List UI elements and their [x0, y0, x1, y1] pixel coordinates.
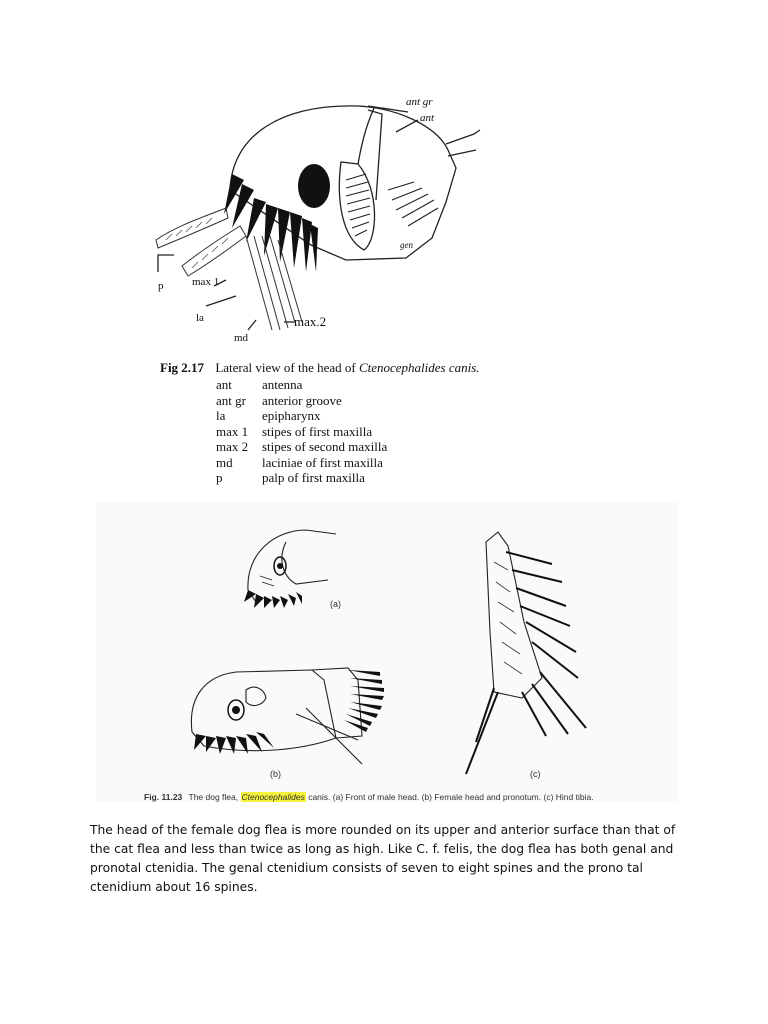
- label-la: la: [196, 312, 204, 324]
- legend-meaning: antenna: [262, 377, 303, 392]
- legend-row: [216, 377, 387, 393]
- legend-abbr: ant gr: [216, 392, 246, 408]
- panel-b-female-head-pronotum: [191, 668, 384, 764]
- dog-flea-panels-drawing: [96, 502, 678, 802]
- legend-row: [216, 439, 387, 455]
- legend-abbr: md: [216, 454, 233, 470]
- label-ant: ant: [420, 112, 435, 124]
- legend-abbr: p: [216, 470, 223, 485]
- figure1-caption-text: Lateral view of the head of: [215, 360, 356, 375]
- body-paragraph: The head of the female dog flea is more rounded on its upper and anterior surface than that of the cat flea and less than twice as long as high. Like C. f. felis, the dog flea has both genal and pronotal ctenidia. The genal ctenidium consists of seven to eight spines and the prono tal ctenidium about 16 spines.: [90, 823, 676, 894]
- label-max2: max.2: [294, 314, 327, 329]
- legend-abbr: ant: [216, 377, 232, 392]
- figure2-caption: [144, 792, 594, 802]
- legend-meaning: epipharynx: [262, 408, 321, 423]
- legend-meaning: anterior groove: [262, 392, 342, 408]
- flea-head-drawing: [96, 90, 516, 352]
- dog-flea-panels-figure: [96, 502, 678, 802]
- panel-a-label: (a): [330, 599, 341, 609]
- legend-abbr: la: [216, 408, 226, 423]
- legend-row: [216, 470, 387, 486]
- legend-meaning: palp of first maxilla: [262, 470, 365, 485]
- panel-c-label: (c): [530, 769, 541, 779]
- legend-row: [216, 455, 387, 471]
- label-gen: gen: [400, 240, 413, 250]
- panel-a-male-head: [244, 530, 336, 608]
- eye-shape: [298, 164, 330, 208]
- legend-row: [216, 424, 387, 440]
- panel-b-label: (b): [270, 769, 281, 779]
- figure2-caption-after: canis. (a) Front of male head. (b) Female head and pronotum. (c) Hind tibia.: [308, 792, 594, 802]
- figure1-number: Fig 2.17: [160, 360, 205, 375]
- label-p: p: [158, 280, 164, 292]
- label-md: md: [234, 332, 249, 344]
- flea-head-lateral-figure: [96, 90, 516, 352]
- label-ant-gr: ant gr: [406, 96, 433, 108]
- figure2-number: Fig. 11.23: [144, 792, 183, 802]
- legend-row: [216, 408, 387, 424]
- figure2-caption-before: The dog flea,: [188, 792, 239, 802]
- legend-meaning: stipes of first maxilla: [262, 423, 373, 439]
- figure1-species: Ctenocephalides canis.: [358, 360, 480, 375]
- legend-abbr: max 1: [216, 423, 249, 439]
- figure2-species-highlight: Ctenocephalides: [241, 792, 305, 802]
- legend-meaning: stipes of second maxilla: [262, 439, 388, 454]
- legend-row: [216, 393, 387, 409]
- figure1-legend: [216, 377, 387, 486]
- figure1-caption: [160, 360, 480, 376]
- legend-abbr: max 2: [216, 439, 249, 454]
- label-max1: max 1: [192, 276, 220, 288]
- panel-c-hind-tibia: [466, 532, 586, 774]
- legend-meaning: laciniae of first maxilla: [262, 454, 383, 470]
